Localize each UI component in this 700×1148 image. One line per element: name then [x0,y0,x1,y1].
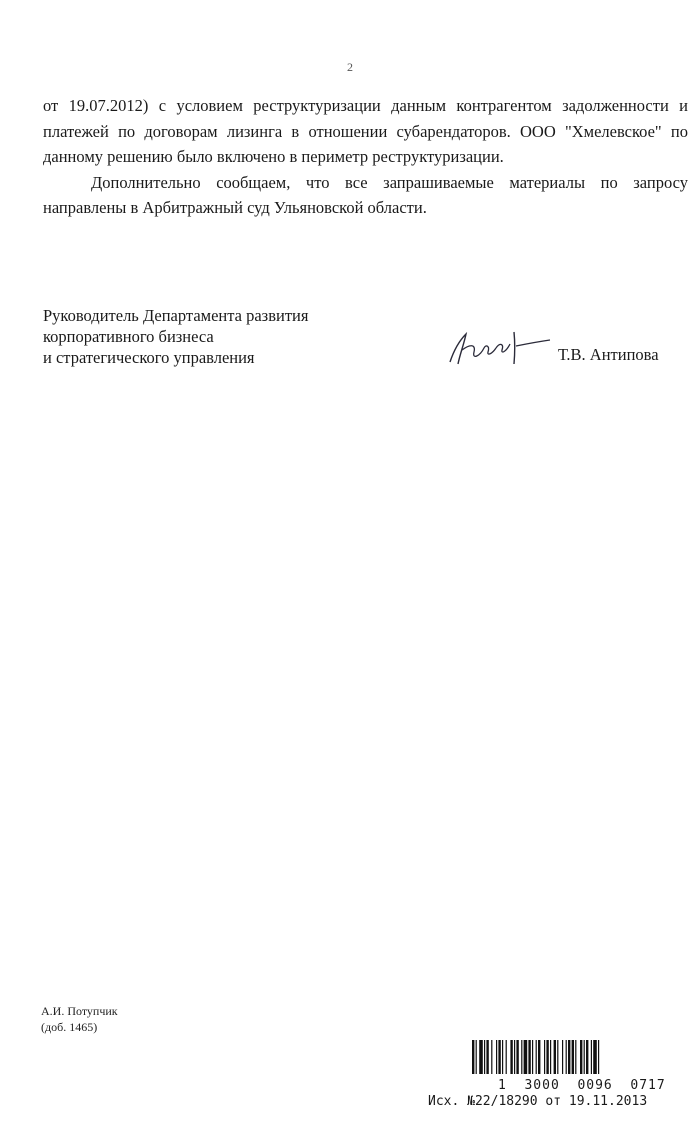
signer-title-line: Руководитель Департамента развития [43,306,309,325]
signer-title-line: корпоративного бизнеса [43,327,214,346]
body-paragraph-1: от 19.07.2012) с условием реструктуризации данным контрагентом задолженности и платежей по договорам лизинга в отношении субарендаторов. ООО "Хмелевское" по данному решению было включено в периметр реструктуризации. [43,96,688,166]
executor-name: А.И. Потупчик [41,1004,118,1018]
body-paragraph-2: Дополнительно сообщаем, что все запрашиваемые материалы по запросу направлены в Арбитражный суд Ульяновской области. [43,172,688,217]
barcode-icon [472,1040,698,1074]
signer-title-line: и стратегического управления [43,348,255,367]
letter-body [43,93,688,221]
signer-name: Т.В. Антипова [558,345,659,364]
handwritten-signature [440,320,560,370]
executor-phone: (доб. 1465) [41,1020,98,1034]
signer-title [43,305,403,368]
executor-info [41,1003,118,1035]
barcode-stamp [428,1040,700,1148]
registration-number: Исх. №22/18290 от 19.11.2013 [428,1095,648,1109]
barcode-digits: 1 3000 0096 0717 [498,1078,666,1093]
page-number: 2 [347,60,353,74]
